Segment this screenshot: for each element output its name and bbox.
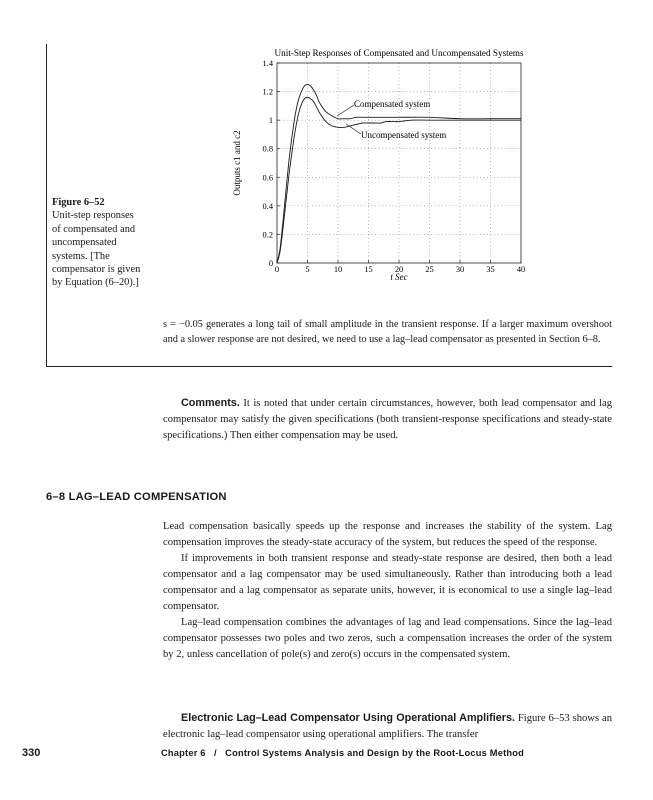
chart-title: Unit-Step Responses of Compensated and Uncompensated Systems [274,48,524,58]
plot-frame [277,63,521,263]
y-axis-label: Outputs c1 and c2 [232,130,242,196]
annotations [337,99,446,140]
comments-body: It is noted that under certain circumstances, however, both lead compensator and lag compensator may satisfy the given specifications (both transient-response specifications and steady-state specifications.) Then either compensation may be used. [163,398,612,441]
figure-rule-vertical [46,44,47,366]
caption-line: by Equation (6–20).] [52,277,139,289]
step-response-chart [220,42,540,294]
y-tick-label: 0 [268,259,273,268]
x-tick-label: 35 [486,265,495,274]
comments-heading: Comments. [181,397,240,409]
running-footer: Chapter 6 / Control Systems Analysis and Design by the Root-Locus Method [161,748,525,758]
y-tick-label: 0.2 [262,230,273,240]
paragraph: Lag–lead compensation combines the advantages of lag and lead compensations. Since the lag–lead compensator possesses two poles and two zeros, such a compensation increases the order of the system by 2, unless cancellation of pole(s) and zero(s) occurs in the compensated system. [163,617,612,660]
paragraph: If improvements in both transient response and steady-state response are desired, then both a lead compensator and a lag compensator may be used simultaneously. Rather than introducing both a lead compensator and a lag compensator as separate units, however, it is economical to use a single lag–lead compensator. [163,553,612,612]
annotation-uncompensated: Uncompensated system [361,130,447,140]
y-tick-label: 0.8 [262,144,273,154]
x-axis-label: t Sec [390,272,408,282]
paragraph-after-figure: s = −0.05 generates a long tail of small amplitude in the transient response. If a larger maximum overshoot and a slower response are not desired, we need to use a lag–lead compensator as presented in Section 6–8. [163,319,612,345]
comments-paragraph [163,395,612,444]
x-tick-label: 5 [305,265,310,274]
page-number: 330 [22,747,41,759]
x-tick-label: 25 [425,265,434,274]
y-tick-label: 0.4 [262,201,273,211]
x-tick-label: 10 [333,265,343,274]
figure-caption [52,196,156,290]
series-line-compensated [277,84,521,263]
paragraph: Lead compensation basically speeds up the response and increases the stability of the system. Lag compensation improves the steady-state accuracy of the system, but reduces the speed of the response. [163,521,612,548]
x-tick-label: 30 [455,265,465,274]
figure-rule-horizontal [46,366,612,367]
caption-line: uncompensated [52,237,117,249]
y-tick-label: 1 [268,116,273,126]
lag-lead-paragraph [163,710,612,743]
lag-lead-heading: Electronic Lag–Lead Compensator Using Operational Amplifiers. [181,712,515,724]
x-tick-label: 0 [274,265,280,274]
figure-label: Figure 6–52 [52,197,105,208]
caption-line: systems. [The [52,250,110,262]
lag-lead-body: Figure 6–53 shows an electronic lag–lead compensator using operational amplifiers. The transfer [163,713,613,740]
y-tick-label: 1.2 [262,87,273,97]
x-tick-label: 15 [364,265,373,274]
series-lines [277,84,521,263]
x-tick-label: 40 [516,265,526,274]
section-heading: 6–8 LAG–LEAD COMPENSATION [46,491,227,503]
y-tick-label: 1.4 [262,59,273,68]
y-tick-label: 0.6 [262,173,273,183]
x-tick-label: 20 [394,265,404,274]
annotation-compensated: Compensated system [354,99,431,109]
caption-line: compensator is given [52,264,141,276]
caption-line: Unit-step responses [52,210,134,222]
section-body [163,519,612,663]
caption-line: of compensated and [52,223,136,235]
grid [277,63,521,263]
annotation-arrow-compensated [337,105,354,116]
